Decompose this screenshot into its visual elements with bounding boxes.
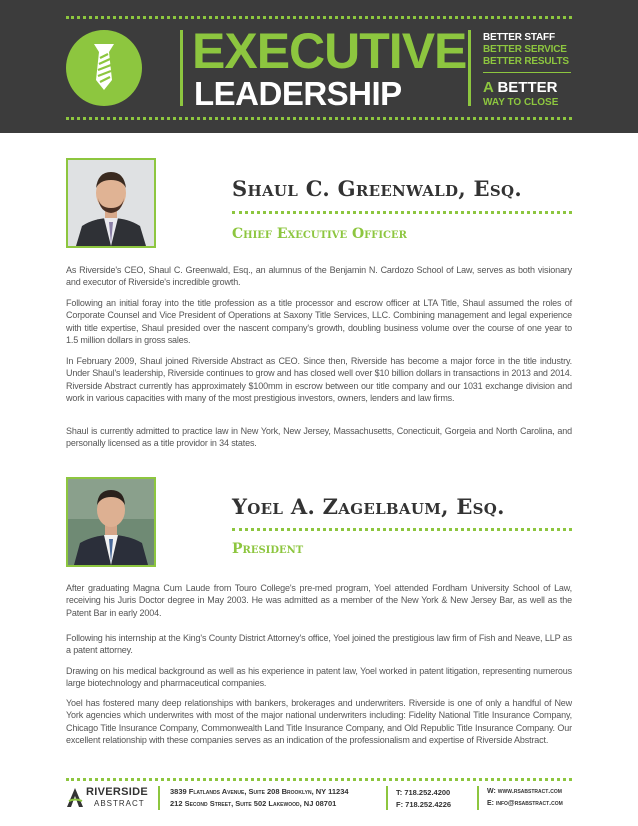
logo-subtitle: ABSTRACT: [94, 799, 145, 808]
profile-paragraph: Drawing on his medical background as well as his experience in patent law, Yoel worked in patent litigation, representing numerous large biotechnology and pharmaceutical companies.: [66, 666, 572, 689]
footer-address-brooklyn: 3839 Flatlands Avenue, Suite 208 Brooklyn, NY 11234: [170, 787, 349, 796]
tagline-a: A: [483, 79, 494, 96]
profile-paragraph: After graduating Magna Cum Laude from Touro College's pre-med program, Yoel attended Fordham University School of Law, receiving his Juris Doctor degree in May 2003. He was admitted as a member of the New York & New Jersey Bar, as well as the Patent Bar in early 2004.: [66, 583, 572, 618]
tagline-a-better: [483, 80, 557, 96]
logo-name: RIVERSIDE: [86, 786, 148, 798]
header-divider-right: [468, 30, 471, 106]
profile-photo-zagelbaum: [66, 477, 156, 567]
profile-dotted-rule: [232, 528, 572, 531]
footer-email: E: info@rsabstract.com: [487, 800, 563, 807]
profile-dotted-rule: [232, 211, 572, 214]
header-top-dotted-rule: [66, 16, 572, 19]
title-executive: EXECUTIVE: [192, 23, 467, 79]
tagline-way-to-close: WAY TO CLOSE: [483, 97, 559, 108]
profile-role: Chief Executive Officer: [232, 226, 407, 242]
title-leadership: LEADERSHIP: [194, 75, 402, 112]
tagline-results: BETTER RESULTS: [483, 56, 569, 67]
tagline-service: BETTER SERVICE: [483, 44, 567, 55]
profile-paragraph: Following an initial foray into the title profession as a title processor and escrow officer at LTA Title, Shaul assumed the roles of Corporate Counsel and Vice President of Operations at Saxony Title Services, LLC. Combining management and legal experience with title expertise, Shaul presided over the nascent company's growth, doubling business volume over the course of one year to 1.5 million dollars in gross sales.: [66, 298, 572, 345]
footer-phone: T: 718.252.4200: [396, 788, 451, 797]
riverside-logo-mark-icon: [66, 786, 84, 808]
profile-role: President: [232, 541, 304, 557]
profile-name: Shaul C. Greenwald, Esq.: [232, 176, 522, 201]
footer-fax: F: 718.252.4226: [396, 800, 452, 809]
footer-divider: [158, 786, 160, 810]
tagline-better: BETTER: [497, 79, 558, 96]
profile-paragraph: Shaul is currently admitted to practice law in New York, New Jersey, Massachusetts, Conecticuit, Gorgeia and North Carolina, and personally licensed as a title providor in 34 states.: [66, 426, 572, 449]
profile-name: Yoel A. Zagelbaum, Esq.: [232, 494, 505, 519]
profile-paragraph: In February 2009, Shaul joined Riverside Abstract as CEO. Since then, Riverside has become a major force in the title industry. Under Shaul's leadership, Riverside continues to grow and has closed well over $10 billion dollars in transactions in 2013 and 2014. Riverside Abstract currently has approximately $100mm in escrow between our title company and our 1031 exchange division and work in various capacities with many of the most prestigious investors, owners, lenders and law firms.: [66, 356, 572, 403]
profile-paragraph: Following his internship at the King's County District Attorney's office, Yoel joined the prestigious law firm of Fish and Neave, LLP as a patent attorney.: [66, 633, 572, 656]
profile-paragraph: As Riverside's CEO, Shaul C. Greenwald, Esq., an alumnus of the Benjamin N. Cardozo School of Law, serves as both visionary and executor of Riverside's incredible growth.: [66, 265, 572, 288]
header-bottom-dotted-rule: [66, 117, 572, 120]
footer-divider: [386, 786, 388, 810]
header-banner: [0, 0, 638, 133]
footer-dotted-rule: [66, 778, 572, 781]
footer-address-lakewood: 212 Second Street, Suite 502 Lakewood, NJ 08701: [170, 799, 337, 808]
profile-photo-greenwald: [66, 158, 156, 248]
riverside-logo: [66, 786, 146, 810]
necktie-icon: [66, 30, 142, 106]
header-divider-left: [180, 30, 183, 106]
tagline-rule: [483, 72, 571, 73]
footer-website: W: www.rsabstract.com: [487, 788, 562, 795]
tagline-staff: BETTER STAFF: [483, 32, 555, 43]
footer-divider: [477, 786, 479, 810]
profile-paragraph: Yoel has fostered many deep relationships with bankers, brokerages and underwriters. Riverside is one of only a handful of New York agencies which underwrites with most of the major national underwriters including: Fidelity National Title Insurance Company, Chicago Title Insurance Company, Commonwealth Land Title Insurance Company, and Old Republic Title Insurance Company. Our excellent relationship with these companies serves as an indication of the professionalism and expertise of Riverside Abstract.: [66, 698, 572, 745]
